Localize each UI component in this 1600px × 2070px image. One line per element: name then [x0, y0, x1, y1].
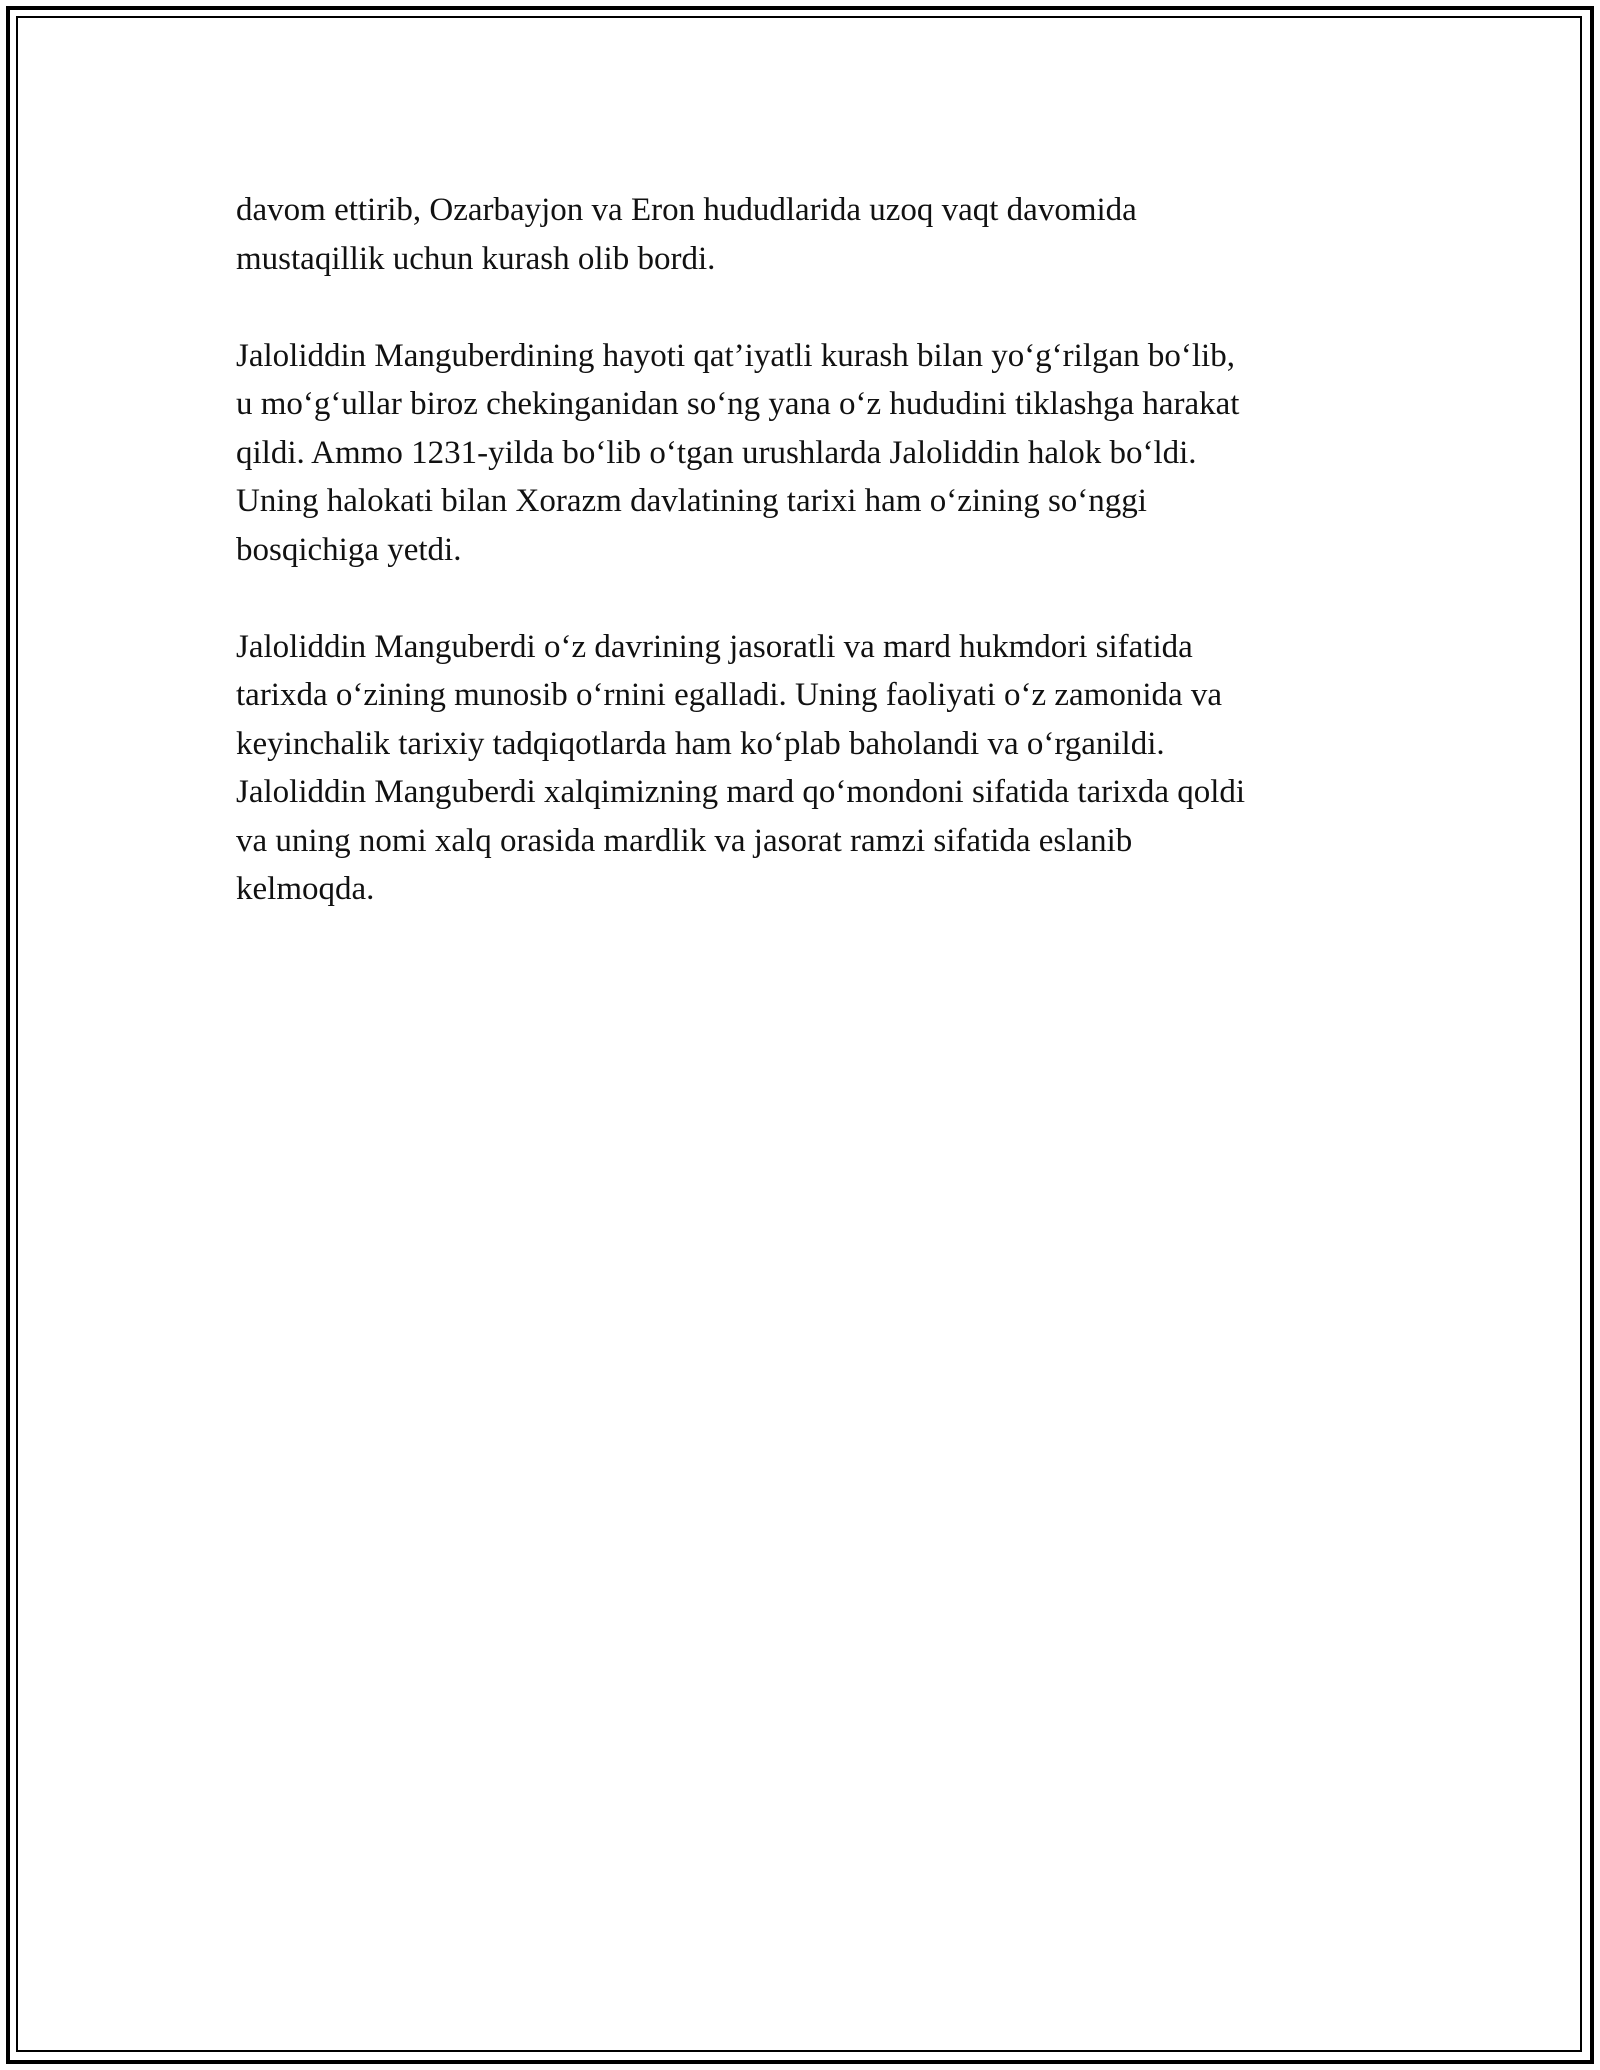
text-line: Jaloliddin Manguberdi o‘z davrining jasoratli va mard hukmdori sifatida [236, 628, 1193, 665]
text-line: u mo‘g‘ullar biroz chekinganidan so‘ng yana o‘z hududini tiklashga harakat [236, 386, 1240, 422]
text-line: tarixda o‘zining munosib o‘rnini egalladi. Uning faoliyati o‘z zamonida va [236, 677, 1223, 713]
text-line: Uning halokati bilan Xorazm davlatining tarixi ham o‘zining so‘nggi [236, 483, 1147, 519]
paragraph-3 [236, 623, 1376, 914]
text-line: Jaloliddin Manguberdi xalqimizning mard qo‘mondoni sifatida tarixda qoldi [236, 774, 1246, 810]
text-line: va uning nomi xalq orasida mardlik va jasorat ramzi sifatida eslanib [236, 822, 1133, 859]
text-line: Jaloliddin Manguberdining hayoti qat’iyatli kurash bilan yo‘g‘rilgan bo‘lib, [236, 337, 1235, 374]
text-line: davom ettirib, Ozarbayjon va Eron hududlarida uzoq vaqt davomida [236, 192, 1137, 228]
text-line: bosqichiga yetdi. [236, 531, 462, 568]
paragraph-1 [236, 186, 1376, 283]
paragraph-2 [236, 332, 1376, 575]
text-line: kelmoqda. [236, 871, 375, 907]
text-line: qildi. Ammo 1231-yilda bo‘lib o‘tgan urushlarda Jaloliddin halok bo‘ldi. [236, 434, 1197, 471]
document-body [236, 186, 1376, 962]
text-line: mustaqillik uchun kurash olib bordi. [236, 240, 716, 277]
text-line: keyinchalik tarixiy tadqiqotlarda ham ko‘plab baholandi va o‘rganildi. [236, 725, 1165, 762]
